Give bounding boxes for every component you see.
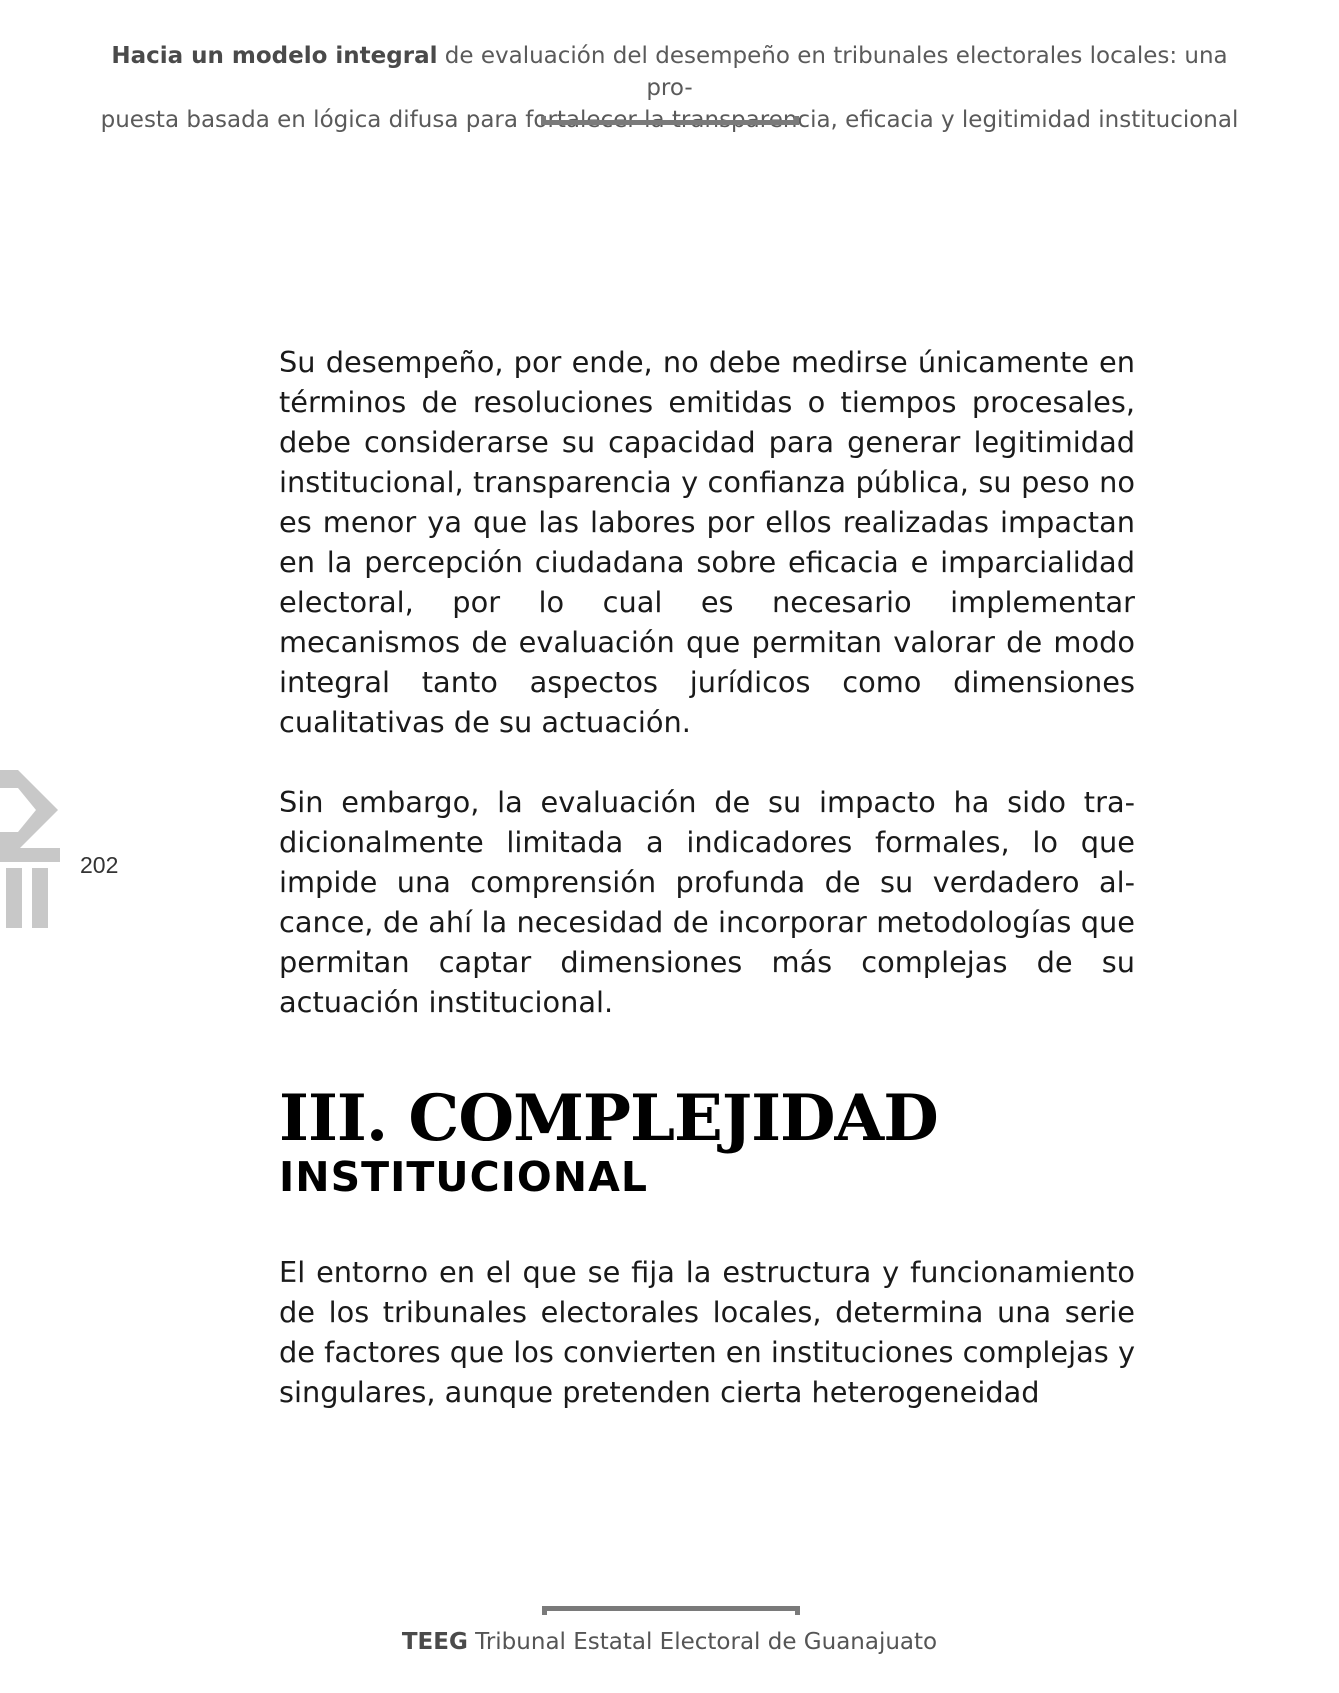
section-paragraph: El entorno en el que se fija la estructura y funcionamiento de los tribunales electorales locales, determina una serie de factores que los convierten en instituciones complejas y singulares, aunque pretenden cierta heterogeneidad [279, 1255, 1135, 1409]
footer-org-name: Tribunal Estatal Electoral de Guanajuato [467, 1629, 938, 1655]
footer-org-abbrev: TEEG [401, 1629, 468, 1655]
logo-column-1 [6, 868, 22, 928]
page-number: 202 [80, 852, 119, 878]
body-paragraph-1: Su desempeño, por ende, no debe medirse únicamente en términos de resoluciones emitidas o tiempos procesales, debe considerarse su capacidad para generar legitimidad institucional, transparencia y confianza pública, su peso no es menor ya que las labores por ellos realizadas impactan en la percepción ciudadana sobre eficacia e imparcialidad electoral, por lo cual es necesario implementar mecanismos de evaluación que permitan valorar de modo integral tanto aspectos jurídicos como dimensiones cualitativas de su actuación. [279, 345, 1135, 739]
running-header-line-2: puesta basada en lógica difusa para fortalecer la transparencia, eficacia y legitimidad institucional [100, 107, 1239, 133]
running-footer [100, 1626, 1239, 1658]
header-bracket [541, 116, 799, 125]
teeg-logo-icon [0, 770, 60, 930]
main-content [279, 342, 1135, 1412]
running-header-text-1: de evaluación del desempeño en tribunales electorales locales: una pro- [437, 43, 1228, 101]
section-heading [279, 1081, 1135, 1201]
logo-chevron [0, 770, 58, 850]
body-paragraph-2: Sin embargo, la evaluación de su impacto ha sido tradicionalmente limitada a indicadores formales, lo que impide una comprensión profunda de su verdadero alcance, de ahí la necesidad de incorporar metodologías que permitan captar dimensiones más complejas de su actuación institucional. [279, 785, 1135, 1019]
running-header-bold: Hacia un modelo integral [111, 43, 438, 69]
logo-bar-top [0, 848, 60, 862]
section-heading-sub: INSTITUCIONAL [279, 1153, 648, 1201]
logo-column-2 [32, 868, 48, 928]
running-header-line-1 [100, 40, 1239, 104]
footer-bracket [542, 1606, 800, 1615]
section-heading-main: III. COMPLEJIDAD [279, 1081, 938, 1156]
